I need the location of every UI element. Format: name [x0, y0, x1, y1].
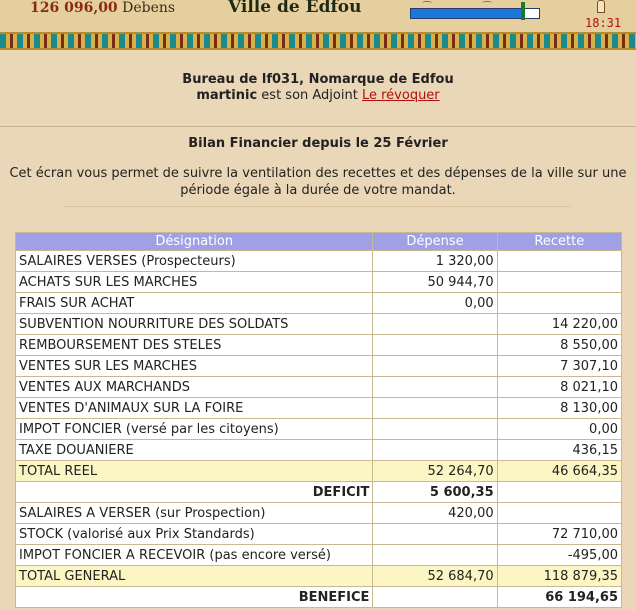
table-row: [16, 377, 622, 398]
treasury-display: [30, 0, 175, 16]
table-row: [16, 356, 622, 377]
total-reel-recette: 46 664,35: [497, 461, 621, 482]
row-recette: [497, 272, 621, 293]
total-general-recette: 118 879,35: [497, 566, 621, 587]
decorative-frieze: [0, 32, 636, 50]
table-row: [16, 545, 622, 566]
benefice-row: [16, 587, 622, 608]
row-recette: -495,00: [497, 545, 621, 566]
row-label: SUBVENTION NOURRITURE DES SOLDATS: [16, 314, 373, 335]
row-recette: [497, 251, 621, 272]
row-depense: [373, 356, 497, 377]
row-depense: [373, 524, 497, 545]
table-row: [16, 440, 622, 461]
bureau-info: [0, 72, 636, 104]
progress-fill: [411, 9, 522, 18]
row-recette: [497, 503, 621, 524]
row-recette: 14 220,00: [497, 314, 621, 335]
row-recette: 0,00: [497, 419, 621, 440]
table-row: [16, 335, 622, 356]
row-label: VENTES AUX MARCHANDS: [16, 377, 373, 398]
adjoint-text: est son Adjoint: [261, 88, 358, 103]
row-recette: 8 021,10: [497, 377, 621, 398]
row-depense: 420,00: [373, 503, 497, 524]
benefice-value: 66 194,65: [497, 587, 621, 608]
row-label: ACHATS SUR LES MARCHES: [16, 272, 373, 293]
deficit-row: [16, 482, 622, 503]
table-row: [16, 314, 622, 335]
row-recette: 436,15: [497, 440, 621, 461]
intro-paragraph: Cet écran vous permet de suivre la ventilation des recettes et des dépenses de la ville sur une période égale à la durée de votre mandat.: [9, 166, 627, 198]
row-label: STOCK (valorisé aux Prix Standards): [16, 524, 373, 545]
adjoint-name: martinic: [196, 88, 258, 103]
row-label: SALAIRES A VERSER (sur Prospection): [16, 503, 373, 524]
header-designation: Désignation: [16, 233, 373, 251]
row-label: SALAIRES VERSES (Prospecteurs): [16, 251, 373, 272]
total-reel-row: [16, 461, 622, 482]
row-recette: 72 710,00: [497, 524, 621, 545]
row-label: TAXE DOUANIERE: [16, 440, 373, 461]
total-reel-depense: 52 264,70: [373, 461, 497, 482]
total-general-depense: 52 684,70: [373, 566, 497, 587]
table-row: [16, 419, 622, 440]
treasury-amount: 126 096,00: [30, 0, 118, 16]
row-depense: [373, 440, 497, 461]
table-row: [16, 398, 622, 419]
row-depense: [373, 377, 497, 398]
total-reel-label: TOTAL REEL: [16, 461, 373, 482]
progress-marker: [521, 2, 525, 20]
row-depense: [373, 335, 497, 356]
header-depense: Dépense: [373, 233, 497, 251]
intro-text: [0, 165, 636, 199]
row-label: REMBOURSEMENT DES STELES: [16, 335, 373, 356]
divider: [65, 206, 571, 207]
deficit-value: 5 600,35: [373, 482, 497, 503]
row-depense: 50 944,70: [373, 272, 497, 293]
row-recette: 8 130,00: [497, 398, 621, 419]
revoke-link[interactable]: Le révoquer: [361, 88, 440, 103]
row-depense: [373, 314, 497, 335]
clock: 18:31: [585, 16, 622, 30]
bureau-title: Bureau de lf031, Nomarque de Edfou: [182, 72, 454, 87]
section-title: Bilan Financier depuis le 25 Février: [188, 136, 448, 151]
header-recette: Recette: [497, 233, 621, 251]
top-bar: [0, 0, 636, 32]
table-row: [16, 293, 622, 314]
table-row: [16, 251, 622, 272]
deficit-empty: [497, 482, 621, 503]
table-header-row: [16, 233, 622, 251]
city-title: Ville de Edfou: [228, 0, 362, 17]
row-label: VENTES D'ANIMAUX SUR LA FOIRE: [16, 398, 373, 419]
total-general-row: [16, 566, 622, 587]
table-row: [16, 503, 622, 524]
row-recette: 8 550,00: [497, 335, 621, 356]
row-depense: 1 320,00: [373, 251, 497, 272]
row-depense: [373, 419, 497, 440]
total-general-label: TOTAL GENERAL: [16, 566, 373, 587]
row-recette: [497, 293, 621, 314]
row-depense: [373, 398, 497, 419]
financial-table: [15, 232, 622, 608]
treasury-unit: Debens: [122, 0, 176, 16]
row-label: FRAIS SUR ACHAT: [16, 293, 373, 314]
table-row: [16, 524, 622, 545]
benefice-empty: [373, 587, 497, 608]
row-label: IMPOT FONCIER (versé par les citoyens): [16, 419, 373, 440]
row-depense: [373, 545, 497, 566]
row-recette: 7 307,10: [497, 356, 621, 377]
row-label: VENTES SUR LES MARCHES: [16, 356, 373, 377]
table-row: [16, 272, 622, 293]
divider: [0, 126, 636, 127]
deficit-label: DEFICIT: [16, 482, 373, 503]
scribe-icon[interactable]: [597, 0, 605, 13]
benefice-label: BENEFICE: [16, 587, 373, 608]
row-label: IMPOT FONCIER A RECEVOIR (pas encore versé): [16, 545, 373, 566]
progress-indicator: [410, 2, 540, 20]
row-depense: 0,00: [373, 293, 497, 314]
